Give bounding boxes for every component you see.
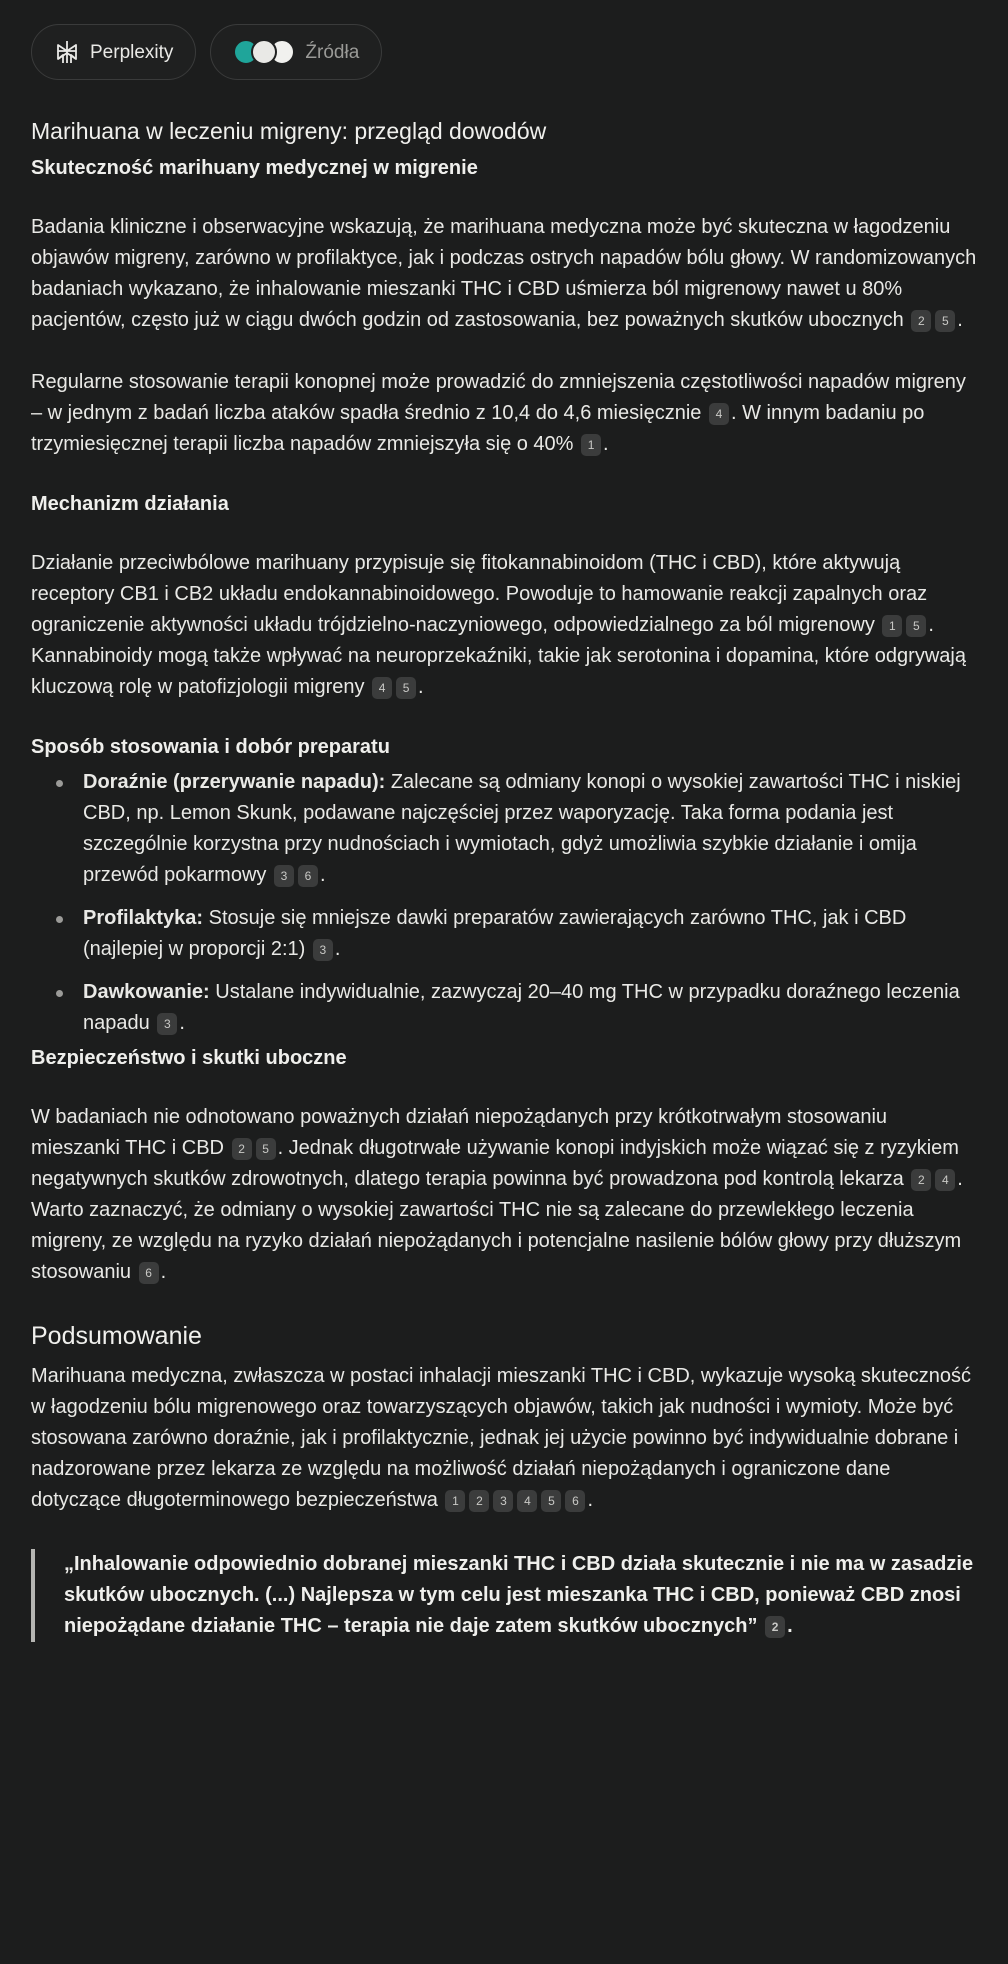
citation-badge[interactable]: 3 xyxy=(157,1013,177,1035)
list-item: Profilaktyka: Stosuje się mniejsze dawki preparatów zawierających zarówno THC, jak i CBD (najlepiej w proporcji 2:1) 3 . xyxy=(83,903,977,965)
citation-badge[interactable]: 2 xyxy=(232,1138,252,1160)
paragraph-effectiveness-2: Regularne stosowanie terapii konopnej może prowadzić do zmniejszenia częstotliwości napadów migreny – w jednym z badań liczba ataków spadła średnio z 10,4 do 4,6 miesięcznie 4 . W innym badaniu po trzymiesięcznej terapii liczba napadów zmniejszyła się o 40% 1 . xyxy=(31,371,966,455)
list-item: Dawkowanie: Ustalane indywidualnie, zazwyczaj 20–40 mg THC w przypadku doraźnego leczenia napadu 3 . xyxy=(83,977,977,1039)
blockquote: „Inhalowanie odpowiednio dobranej mieszanki THC i CBD działa skutecznie i nie ma w zasadzie skutków ubocznych. (...) Najlepsza w tym celu jest mieszanka THC i CBD, ponieważ CBD znosi niepożądane działanie THC – terapia nie daje zatem skutków ubocznych” 2 . xyxy=(31,1549,977,1642)
citation-badge[interactable]: 3 xyxy=(493,1490,513,1512)
citation-badge[interactable]: 1 xyxy=(445,1490,465,1512)
citation-badge[interactable]: 6 xyxy=(139,1262,159,1284)
citation-badge[interactable]: 5 xyxy=(396,677,416,699)
citation-badge[interactable]: 2 xyxy=(765,1616,785,1638)
section-heading-usage: Sposób stosowania i dobór preparatu xyxy=(31,736,390,758)
citation-badge[interactable]: 5 xyxy=(935,310,955,332)
section-heading-mechanism: Mechanizm działania xyxy=(31,493,229,515)
citation-badge[interactable]: 2 xyxy=(911,1169,931,1191)
paragraph-effectiveness-1: Badania kliniczne i obserwacyjne wskazują, że marihuana medyczna może być skuteczna w łagodzeniu objawów migreny, zarówno w profilaktyce, jak i podczas ostrych napadów bólu głowy. W randomizowanych badaniach wykazano, że inhalowanie mieszanki THC i CBD uśmierza ból migrenowy nawet u 80% pacjentów, często już w ciągu dwóch godzin od zastosowania, bez poważnych skutków ubocznych 2 5 . xyxy=(31,216,977,331)
section-heading-safety: Bezpieczeństwo i skutki uboczne xyxy=(31,1047,347,1069)
citation-badge[interactable]: 6 xyxy=(565,1490,585,1512)
answer-title: Marihuana w leczeniu migreny: przegląd dowodów xyxy=(31,118,547,144)
list-item: Doraźnie (przerywanie napadu): Zalecane są odmiany konopi o wysokiej zawartości THC i niskiej CBD, np. Lemon Skunk, podawane najczęściej przez waporyzację. Taka forma podania jest szczególnie korzystna przy nudnościach i wymiotach, gdyż umożliwia szybkie działanie i omija przewód pokarmowy 3 6 . xyxy=(83,767,977,891)
citation-badge[interactable]: 4 xyxy=(935,1169,955,1191)
section-heading-summary: Podsumowanie xyxy=(31,1322,202,1350)
citation-badge[interactable]: 5 xyxy=(906,615,926,637)
sources-label: Źródła xyxy=(305,41,360,63)
perplexity-logo-icon xyxy=(54,39,80,65)
citation-badge[interactable]: 4 xyxy=(372,677,392,699)
citation-badge[interactable]: 4 xyxy=(709,403,729,425)
citation-badge[interactable]: 6 xyxy=(298,865,318,887)
citation-badge[interactable]: 2 xyxy=(469,1490,489,1512)
citation-badge[interactable]: 2 xyxy=(911,310,931,332)
section-heading-effectiveness: Skuteczność marihuany medycznej w migrenie xyxy=(31,157,478,179)
citation-badge[interactable]: 1 xyxy=(882,615,902,637)
citation-badge[interactable]: 3 xyxy=(274,865,294,887)
usage-list xyxy=(31,767,977,1039)
paragraph-mechanism: Działanie przeciwbólowe marihuany przypisuje się fitokannabinoidom (THC i CBD), które aktywują receptory CB1 i CB2 układu endokannabinoidowego. Powoduje to hamowanie reakcji zapalnych oraz ograniczenie aktywności układu trójdzielno-naczyniowego, odpowiedzialnego za ból migrenowy 1 5 . Kannabinoidy mogą także wpływać na neuroprzekaźniki, takie jak serotonina i dopamina, które odgrywają kluczową rolę w patofizjologii migreny 4 5 . xyxy=(31,552,966,698)
perplexity-button[interactable] xyxy=(31,24,196,80)
citation-badge[interactable]: 5 xyxy=(541,1490,561,1512)
citation-badge[interactable]: 3 xyxy=(313,939,333,961)
top-bar xyxy=(31,22,977,82)
citation-badge[interactable]: 4 xyxy=(517,1490,537,1512)
citation-badge[interactable]: 1 xyxy=(581,434,601,456)
sources-button[interactable] xyxy=(210,24,382,80)
source-favicons xyxy=(233,39,295,65)
citation-badge[interactable]: 5 xyxy=(256,1138,276,1160)
paragraph-summary: Marihuana medyczna, zwłaszcza w postaci inhalacji mieszanki THC i CBD, wykazuje wysoką skuteczność w łagodzeniu bólu migrenowego oraz towarzyszących objawów, takich jak nudności i wymioty. Może być stosowana zarówno doraźnie, jak i profilaktycznie, jednak jej użycie powinno być indywidualnie dobrane i nadzorowane przez lekarza ze względu na możliwość działań niepożądanych i ograniczone dane dotyczące długoterminowego bezpieczeństwa 1 2 3 4 5 6 . xyxy=(31,1365,971,1511)
perplexity-label: Perplexity xyxy=(90,41,174,63)
paragraph-safety: W badaniach nie odnotowano poważnych działań niepożądanych przy krótkotrwałym stosowaniu mieszanki THC i CBD 2 5 . Jednak długotrwałe używanie konopi indyjskich może wiązać się z ryzykiem negatywnych skutków zdrowotnych, dlatego terapia powinna być prowadzona pod kontrolą lekarza 2 4 . Warto zaznaczyć, że odmiany o wysokiej zawartości THC nie są zalecane do przewlekłego leczenia migreny, ze względu na ryzyko działań niepożądanych i potencjalne nasilenie bólów głowy przy dłuższym stosowaniu 6 . xyxy=(31,1106,963,1283)
